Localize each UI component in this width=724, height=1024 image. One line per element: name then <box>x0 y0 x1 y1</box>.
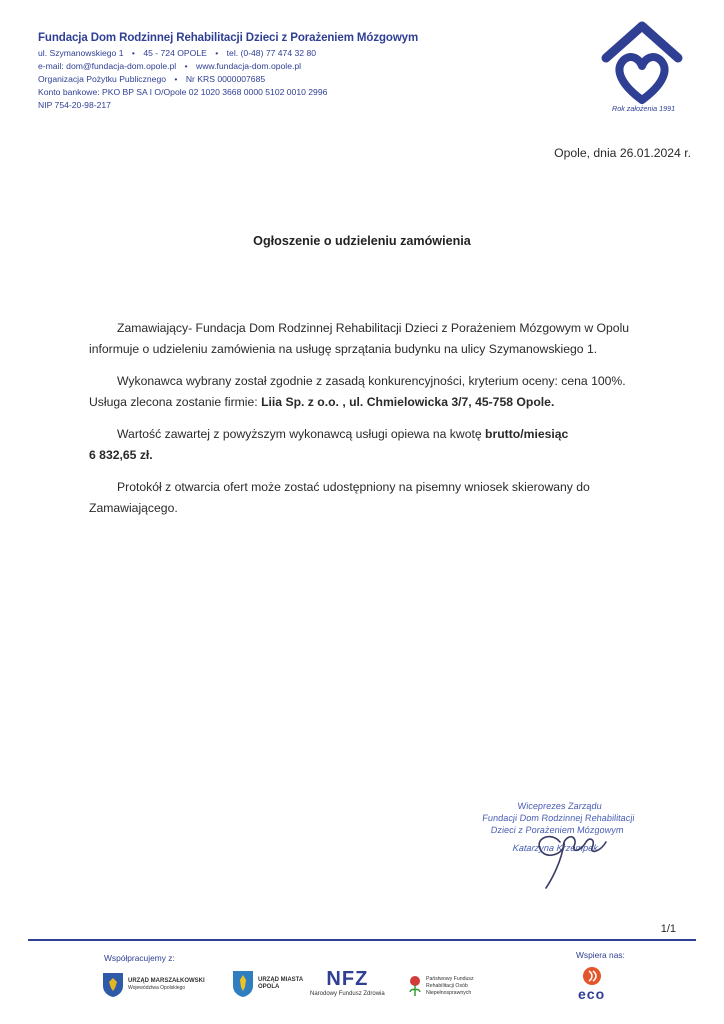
marshal-office-logo <box>102 972 205 998</box>
marshal-office-sub: Województwa Opolskiego <box>128 985 186 991</box>
nip-number: NIP 754-20-98-217 <box>38 100 111 110</box>
paragraph-2-text: Wykonawca wybrany został zgodnie z zasadą konkurencyjności, kryterium oceny: cena 100%. Usługa zlecona zostanie firmie: <box>89 374 626 409</box>
document-title: Ogłoszenie o udzieleniu zamówienia <box>253 234 471 248</box>
website: www.fundacja-dom.opole.pl <box>195 61 302 71</box>
bank-account: Konto bankowe: PKO BP SA I O/Opole 02 1020 3668 0000 5102 0010 2996 <box>38 87 328 97</box>
contract-amount: 6 832,65 zł. <box>89 448 153 462</box>
house-heart-logo-icon <box>600 18 684 108</box>
stamp-line-3: Dzieci z Porażeniem Mózgowym <box>490 825 625 835</box>
stamp-line-2: Fundacji Dom Rodzinnej Rehabilitacji <box>481 813 636 823</box>
opp-status: Organizacja Pożytku Publicznego <box>38 74 167 84</box>
street-address: ul. Szymanowskiego 1 <box>38 48 124 58</box>
paragraph-4: Protokół z otwarcia ofert może zostać udostępniony na pisemny wniosek skierowany do Zamawiającego. <box>89 480 590 515</box>
nfz-name: Narodowy Fundusz Zdrowia <box>310 991 385 997</box>
city-office-logo <box>232 970 303 998</box>
contractor-details: Liia Sp. z o.o. , ul. Chmielowicka 3/7, 45-758 Opole. <box>261 395 555 409</box>
stamp-line-1: Wiceprezes Zarządu <box>517 801 603 811</box>
document-date: Opole, dnia 26.01.2024 r. <box>554 146 691 160</box>
eco-wordmark: eco <box>578 986 606 1002</box>
page-number: 1/1 <box>660 923 676 935</box>
support-label: Wspiera nas: <box>576 950 625 960</box>
pfron-line-1: Państwowy Fundusz <box>426 975 474 982</box>
founding-year: Rok założenia 1991 <box>612 104 676 113</box>
signatory-name: Katarzyna Krzempek <box>512 843 599 853</box>
city-office-name: URZĄD MIASTA <box>258 977 304 983</box>
contact-line: e-mail: dom@fundacja-dom.opole.pl • www.fundacja-dom.opole.pl <box>38 61 302 71</box>
pfron-line-2: Rehabilitacji Osób <box>426 982 468 989</box>
paragraph-1: Zamawiający- Fundacja Dom Rodzinnej Rehabilitacji Dzieci z Porażeniem Mózgowym w Opolu informuje o udzieleniu zamówienia na usługę sprzątania budynku na ulicy Szymanowskiego 1. <box>89 321 630 356</box>
eco-logo <box>578 966 605 1002</box>
paragraph-3-text: Wartość zawartej z powyższym wykonawcą usługi opiewa na kwotę <box>117 427 486 441</box>
document-body <box>89 318 659 530</box>
city-office-sub: OPOLA <box>258 984 280 990</box>
nfz-logo <box>310 968 385 997</box>
eagle-crest-icon <box>102 972 124 998</box>
paragraph-3 <box>89 424 659 466</box>
email: e-mail: dom@fundacja-dom.opole.pl <box>38 61 177 71</box>
nfz-wordmark: NFZ <box>326 968 369 990</box>
pfron-logo <box>408 975 474 997</box>
address-line: ul. Szymanowskiego 1 • 45 - 724 OPOLE • tel. (0-48) 77 474 32 80 <box>38 48 316 58</box>
handwritten-signature-icon <box>520 812 630 892</box>
krs-number: Nr KRS 0000007685 <box>185 74 266 84</box>
city-crest-icon <box>232 970 254 998</box>
phone: tel. (0-48) 77 474 32 80 <box>226 48 316 58</box>
cooperation-label: Współpracujemy z: <box>104 953 175 963</box>
marshal-office-name: URZĄD MARSZAŁKOWSKI <box>128 978 205 984</box>
pfron-line-3: Niepełnosprawnych <box>426 989 472 996</box>
registry-line: Organizacja Pożytku Publicznego • Nr KRS 0000007685 <box>38 74 266 84</box>
footer-divider <box>28 939 696 941</box>
postal-code: 45 - 724 OPOLE <box>143 48 207 58</box>
flame-icon <box>582 966 602 986</box>
flower-icon <box>408 975 422 997</box>
paragraph-2 <box>89 371 659 413</box>
letterhead <box>38 32 418 112</box>
price-basis: brutto/miesiąc <box>485 427 569 441</box>
org-name: Fundacja Dom Rodzinnej Rehabilitacji Dzieci z Porażeniem Mózgowym <box>38 32 419 44</box>
